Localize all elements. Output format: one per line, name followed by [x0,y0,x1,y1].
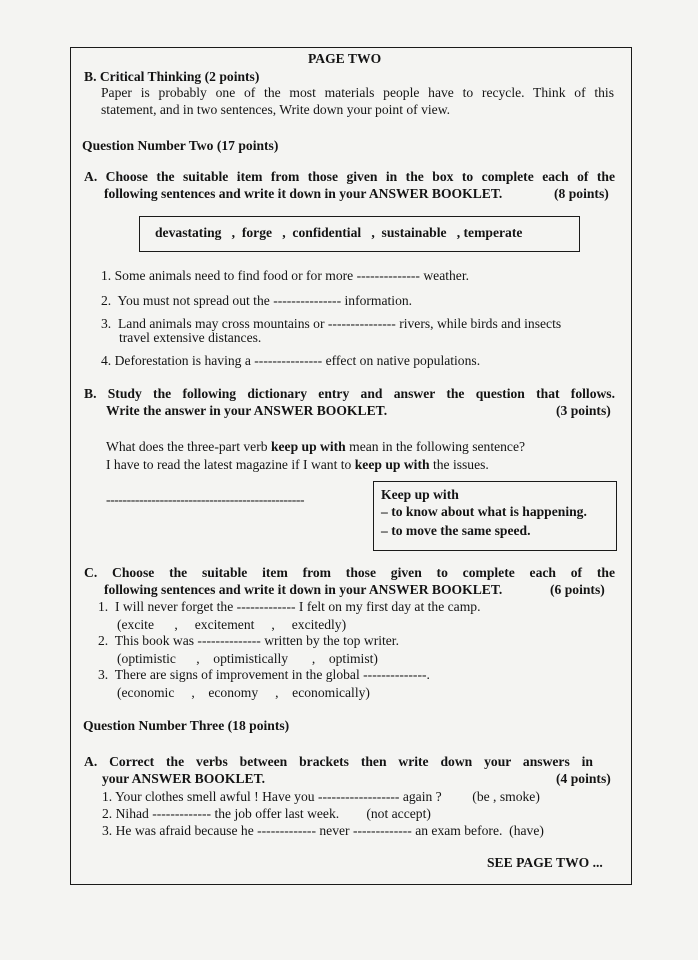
critical-thinking-text-line2: statement, and in two sentences, Write down your point of view. [101,102,451,117]
q2c-instruction-line2: following sentences and write it down in your ANSWER BOOKLET. [104,582,503,597]
dictionary-sense-1: – to know about what is happening. [381,504,587,519]
q2a-instruction-line1: A. Choose the suitable item from those given in the box to complete each of the [84,169,615,184]
q3a-instruction-line1: A. Correct the verbs between brackets then write down your answers in [84,754,593,769]
footer-see-next-page: SEE PAGE TWO ... [487,855,603,870]
question-three-heading: Question Number Three (18 points) [83,718,290,733]
q2c-item-3: 3. There are signs of improvement in the global --------------. [98,667,430,682]
q2a-item-1: 1. Some animals need to find food or for more -------------- weather. [101,268,470,283]
q2a-points: (8 points) [554,186,609,201]
q2b-instruction-line2: Write the answer in your ANSWER BOOKLET. [106,403,388,418]
question-two-heading: Question Number Two (17 points) [82,138,279,153]
q3a-item-1: 1. Your clothes smell awful ! Have you ------------------ again ? (be , smoke) [102,789,540,804]
critical-thinking-text-line1: Paper is probably one of the most materials people have to recycle. Think of this [101,85,614,100]
q2c-item-1-options: (excite , excitement , excitedly) [117,617,347,632]
dictionary-headword: Keep up with [381,487,459,502]
page-title: PAGE TWO [308,51,382,66]
dictionary-sense-2: – to move the same speed. [381,523,531,538]
q3a-points: (4 points) [556,771,611,786]
q2b-sentence: I have to read the latest magazine if I want to keep up with the issues. [106,457,489,472]
q2c-item-3-options: (economic , economy , economically) [117,685,370,700]
q2a-item-2: 2. You must not spread out the --------------- information. [101,293,413,308]
q2c-item-2: 2. This book was -------------- written by the top writer. [98,633,399,648]
q2b-answer-line: ------------------------------------------------ [106,492,305,507]
q2c-item-1: 1. I will never forget the ------------- I felt on my first day at the camp. [98,599,481,614]
q3a-instruction-line2: your ANSWER BOOKLET. [102,771,266,786]
q2a-item-3-continued: travel extensive distances. [119,330,262,345]
q2b-instruction-line1: B. Study the following dictionary entry and answer the question that follows. [84,386,615,401]
q2c-instruction-line1: C. Choose the suitable item from those given to complete each of the [84,565,615,580]
q2b-points: (3 points) [556,403,611,418]
q3a-item-2: 2. Nihad ------------- the job offer last week. (not accept) [102,806,431,821]
q2b-question: What does the three-part verb keep up with mean in the following sentence? [106,439,526,454]
q2a-instruction-line2: following sentences and write it down in your ANSWER BOOKLET. [104,186,503,201]
q2c-item-2-options: (optimistic , optimistically , optimist) [117,651,378,666]
q3a-item-3: 3. He was afraid because he ------------- never ------------- an exam before. (have) [102,823,544,838]
q2a-item-3: 3. Land animals may cross mountains or --------------- rivers, while birds and insects [101,316,562,331]
q2a-item-4: 4. Deforestation is having a --------------- effect on native populations. [101,353,481,368]
section-heading-critical-thinking: B. Critical Thinking (2 points) [84,69,260,84]
word-box-items: devastating , forge , confidential , sustainable , temperate [155,225,523,240]
q2c-points: (6 points) [550,582,605,597]
